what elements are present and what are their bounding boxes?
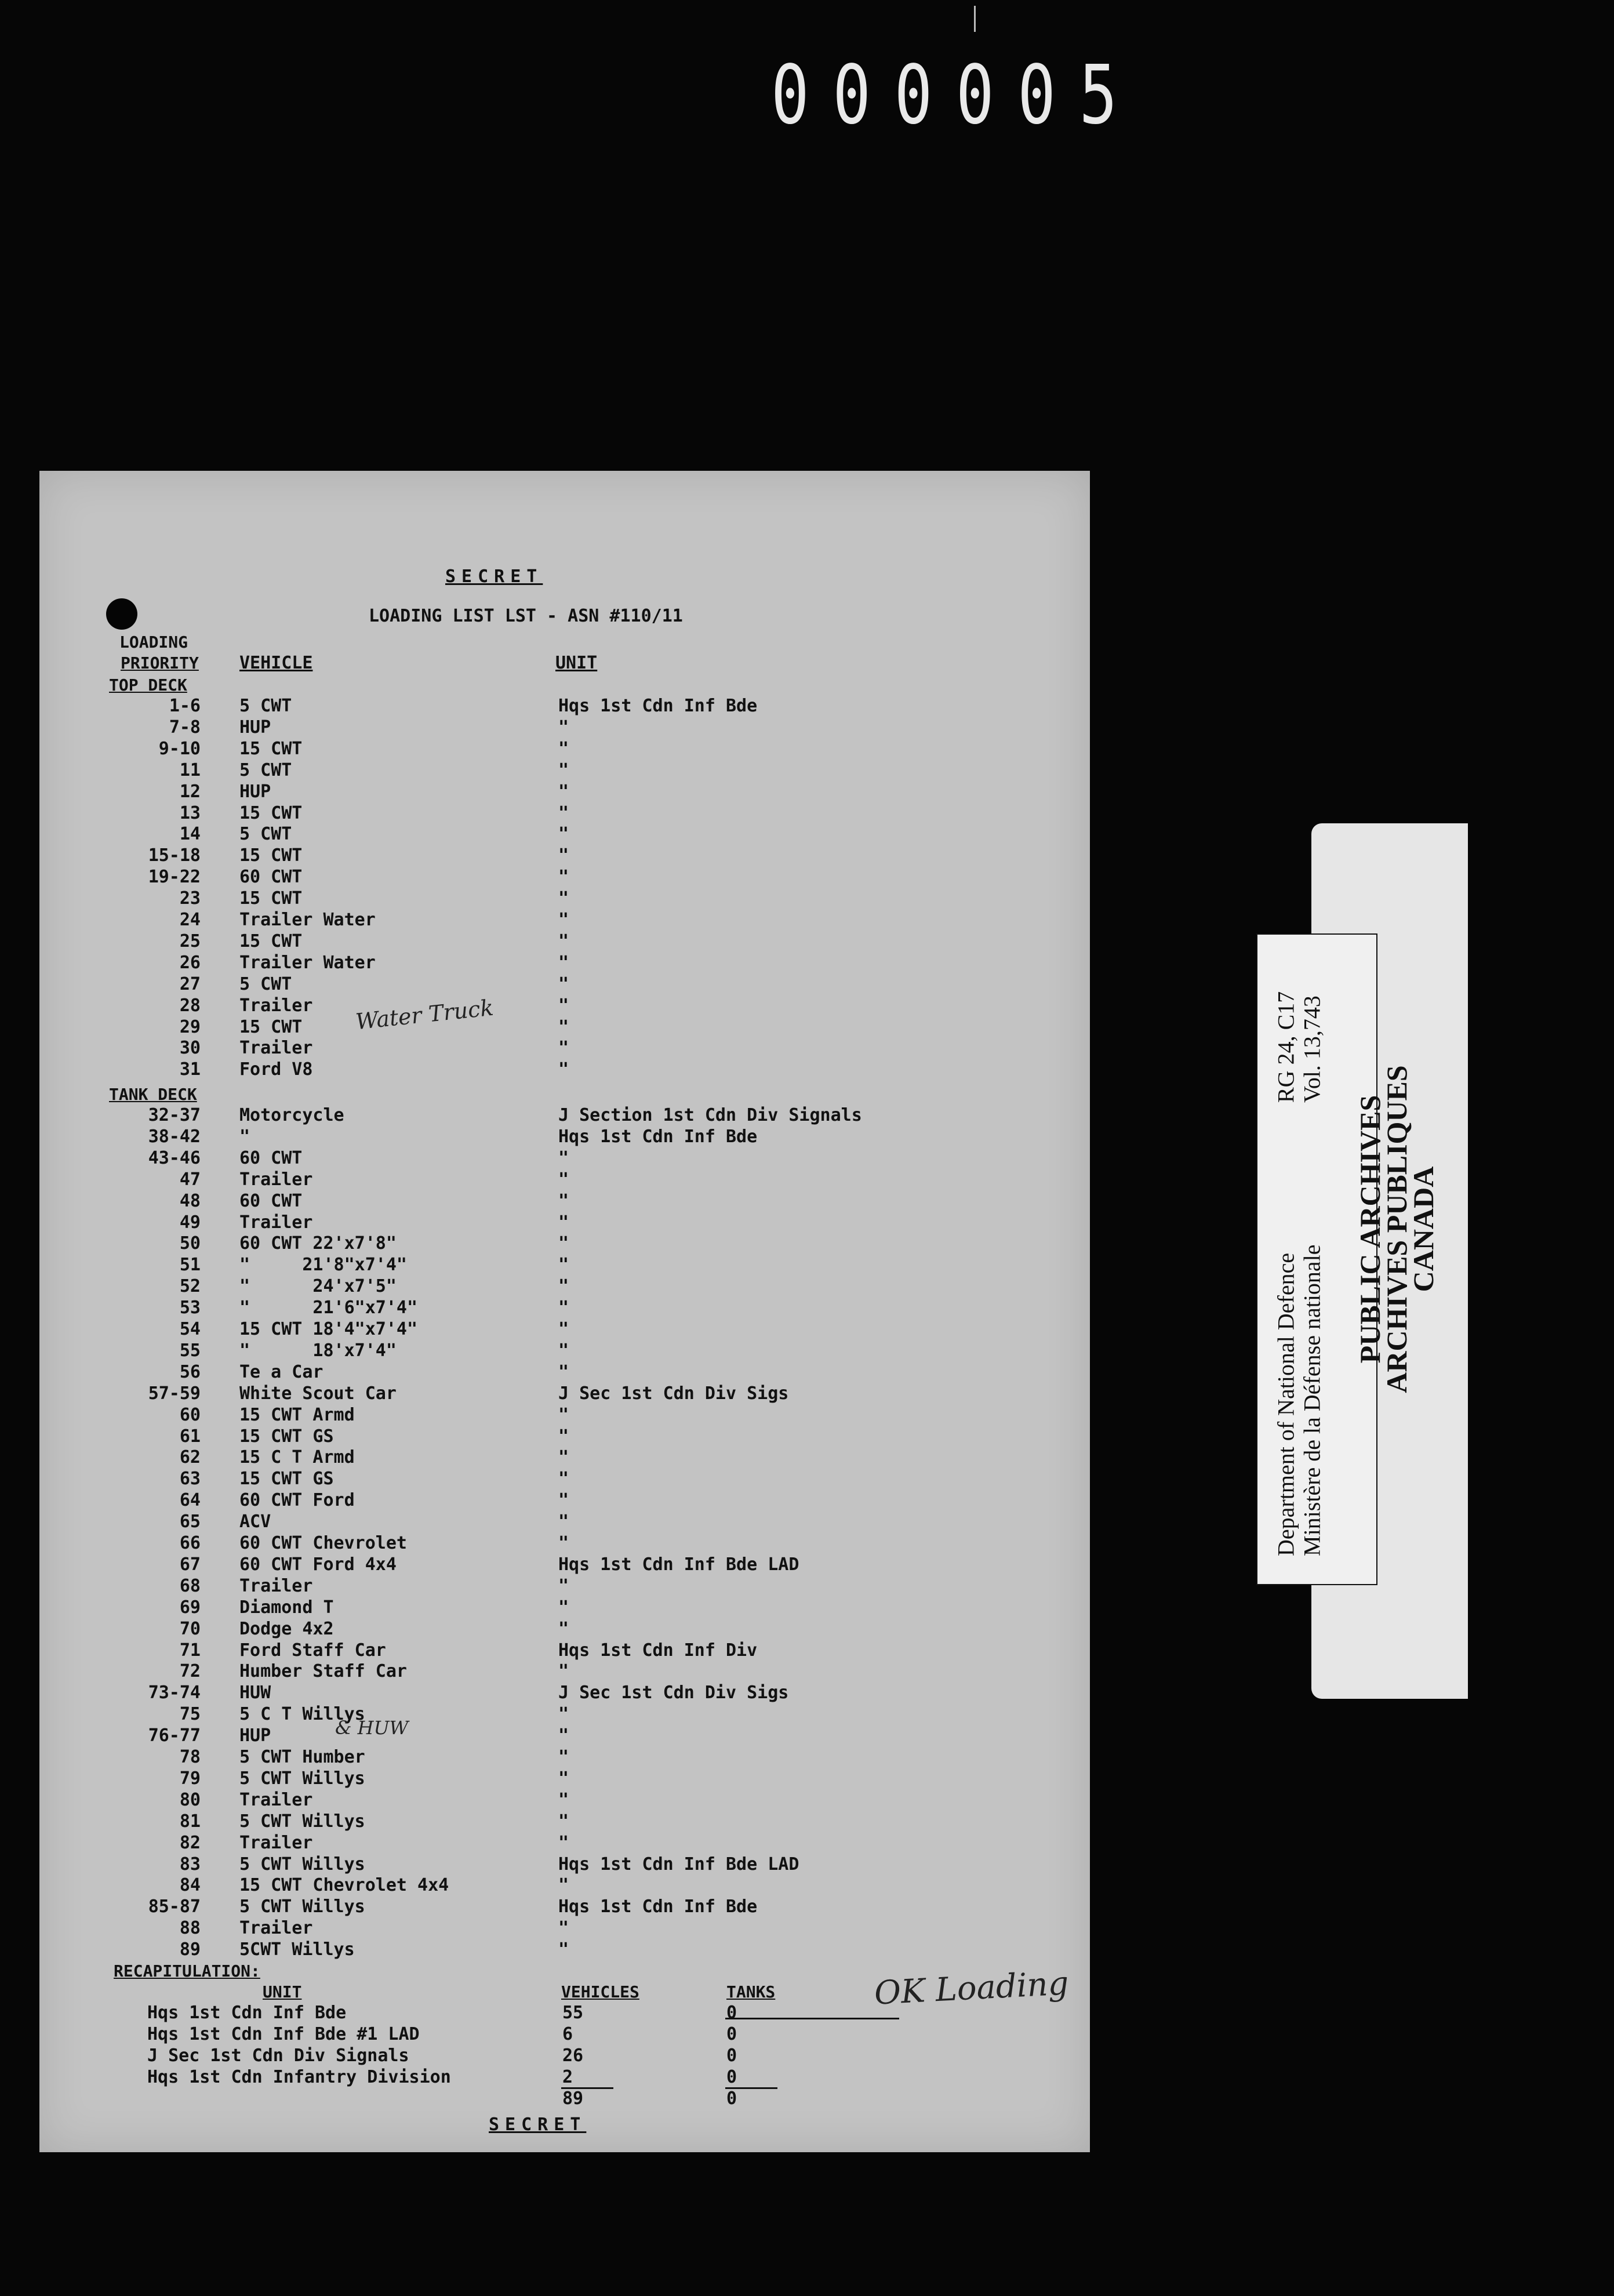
unit-cell: " — [558, 1016, 569, 1037]
list-row — [39, 1276, 967, 1298]
loading-priority: 64 — [179, 1490, 201, 1511]
loading-priority: 61 — [179, 1426, 201, 1447]
loading-priority: 82 — [179, 1832, 201, 1853]
unit-cell: " — [558, 1404, 569, 1425]
vehicle-cell: White Scout Car — [239, 1383, 397, 1404]
vehicle-cell: ACV — [239, 1512, 271, 1532]
unit-cell: " — [558, 995, 569, 1016]
unit-cell: " — [558, 717, 569, 738]
loading-priority: 55 — [179, 1340, 201, 1361]
unit-cell: " — [558, 1059, 569, 1080]
unit-cell: " — [558, 1918, 569, 1939]
unit-cell: " — [558, 1298, 569, 1318]
vehicle-cell: Ford V8 — [239, 1059, 313, 1080]
vehicle-cell: 15 CWT GS — [239, 1426, 334, 1447]
vehicle-cell: Motorcycle — [239, 1105, 344, 1125]
unit-cell: " — [558, 1512, 569, 1532]
list-row — [39, 996, 967, 1017]
loading-priority: 15-18 — [148, 845, 201, 866]
recap-label: RECAPITULATION: — [114, 1961, 260, 1981]
unit-cell: " — [558, 1212, 569, 1233]
list-row — [39, 803, 967, 824]
list-row — [39, 1340, 967, 1362]
list-row — [39, 1383, 967, 1405]
vehicle-cell: Trailer Water — [239, 910, 376, 930]
list-row — [39, 1319, 967, 1340]
list-row — [39, 1918, 967, 1939]
loading-priority: 13 — [179, 802, 201, 823]
archive-line-2: Ministère de la Défense nationale — [1299, 1244, 1325, 1556]
recap-tanks: 0 — [726, 2003, 737, 2023]
list-row — [39, 1875, 967, 1897]
loading-priority: 9-10 — [158, 738, 201, 759]
loading-priority: 84 — [179, 1875, 201, 1896]
unit-cell: " — [558, 1597, 569, 1618]
list-row — [39, 867, 967, 888]
archive-stamp — [1354, 939, 1449, 1519]
loading-priority: 14 — [179, 824, 201, 845]
list-row — [39, 1298, 967, 1319]
list-row — [39, 953, 967, 974]
vehicle-cell: Trailer — [239, 1169, 313, 1190]
list-row — [39, 1939, 967, 1961]
archive-ref-1: RG 24, C17 — [1273, 991, 1299, 1103]
list-row — [39, 1790, 967, 1811]
unit-cell: " — [558, 1747, 569, 1767]
vehicle-cell: 5 CWT Willys — [239, 1768, 365, 1789]
unit-cell: " — [558, 1875, 569, 1896]
vehicle-cell: 15 CWT — [239, 888, 303, 909]
unit-cell: " — [558, 1811, 569, 1832]
list-row — [39, 1704, 967, 1725]
unit-cell: " — [558, 1319, 569, 1339]
list-row — [39, 1469, 967, 1490]
loading-priority: 72 — [179, 1661, 201, 1682]
unit-cell: J Sec 1st Cdn Div Sigs — [558, 1683, 789, 1703]
vehicle-cell: 15 CWT — [239, 802, 303, 823]
archive-stamp-line-2: ARCHIVES PUBLIQUES — [1380, 1065, 1413, 1393]
loading-priority: 89 — [179, 1939, 201, 1960]
loading-priority: 65 — [179, 1512, 201, 1532]
list-row — [39, 717, 967, 739]
list-row — [39, 1426, 967, 1448]
loading-priority: 28 — [179, 995, 201, 1016]
archive-stamp-line-1: PUBLIC ARCHIVES — [1354, 1095, 1386, 1364]
list-row — [39, 1897, 967, 1918]
loading-priority: 80 — [179, 1789, 201, 1810]
list-row — [39, 696, 967, 717]
loading-priority: 69 — [179, 1597, 201, 1618]
vehicle-cell: 15 CWT — [239, 1016, 303, 1037]
unit-cell: " — [558, 824, 569, 845]
list-row — [39, 1105, 967, 1127]
loading-priority: 79 — [179, 1768, 201, 1789]
vehicle-cell: Trailer — [239, 995, 313, 1016]
vehicle-cell: " — [239, 1126, 250, 1147]
vehicle-cell: 15 CWT — [239, 931, 303, 951]
unit-cell: " — [558, 1169, 569, 1190]
loading-priority: 63 — [179, 1469, 201, 1490]
unit-cell: " — [558, 845, 569, 866]
list-row — [39, 1533, 967, 1554]
loading-priority: 88 — [179, 1918, 201, 1939]
vehicle-cell: 60 CWT 22'x7'8" — [239, 1233, 397, 1254]
header-unit: UNIT — [555, 653, 598, 673]
recap-vehicles: 55 — [562, 2003, 584, 2023]
recap-row — [39, 2003, 851, 2024]
archive-line-1: Department of National Defence — [1273, 1252, 1299, 1556]
vehicle-cell: HUW — [239, 1683, 271, 1703]
section-tank-deck: TANK DECK — [109, 1085, 197, 1104]
document-text — [39, 471, 1090, 2152]
unit-cell: " — [558, 781, 569, 802]
unit-cell: " — [558, 867, 569, 888]
header-priority: PRIORITY — [121, 653, 199, 673]
vehicle-cell: 60 CWT — [239, 867, 303, 888]
vehicle-cell: Trailer Water — [239, 952, 376, 973]
vehicle-cell: 15 CWT Armd — [239, 1404, 355, 1425]
loading-priority: 62 — [179, 1447, 201, 1468]
unit-cell: " — [558, 910, 569, 930]
vehicle-cell: Trailer — [239, 1789, 313, 1810]
unit-cell: " — [558, 1768, 569, 1789]
loading-priority: 73-74 — [148, 1683, 201, 1703]
list-row — [39, 1619, 967, 1640]
recap-unit: J Sec 1st Cdn Div Signals — [147, 2046, 409, 2066]
unit-cell: Hqs 1st Cdn Inf Bde — [558, 696, 758, 716]
handwritten-huw: & HUW — [335, 1717, 409, 1739]
vehicle-cell: HUP — [239, 717, 271, 738]
unit-cell: " — [558, 1147, 569, 1168]
recap-tanks: 0 — [726, 2024, 737, 2044]
recap-vehicles: 6 — [562, 2024, 573, 2044]
vehicle-cell: HUP — [239, 1725, 271, 1746]
recap-row — [39, 2046, 851, 2067]
recap-unit: Hqs 1st Cdn Infantry Division — [147, 2067, 451, 2087]
loading-priority: 1-6 — [169, 696, 201, 716]
vehicle-cell: 15 CWT Chevrolet 4x4 — [239, 1875, 449, 1896]
list-row — [39, 1854, 967, 1876]
list-row — [39, 1683, 967, 1704]
unit-cell: " — [558, 1490, 569, 1511]
list-row — [39, 1255, 967, 1276]
unit-cell: " — [558, 1725, 569, 1746]
vehicle-cell: 5 CWT — [239, 973, 292, 994]
loading-priority: 51 — [179, 1255, 201, 1276]
list-row — [39, 1127, 967, 1148]
loading-priority: 47 — [179, 1169, 201, 1190]
unit-cell: " — [558, 1340, 569, 1361]
loading-priority: 83 — [179, 1854, 201, 1874]
loading-priority: 7-8 — [169, 717, 201, 738]
unit-cell: " — [558, 1255, 569, 1276]
loading-priority: 81 — [179, 1811, 201, 1832]
unit-cell: " — [558, 1426, 569, 1447]
list-row — [39, 974, 967, 996]
vehicle-cell: 60 CWT Ford 4x4 — [239, 1554, 397, 1575]
list-row — [39, 1490, 967, 1512]
loading-priority: 85-87 — [148, 1897, 201, 1917]
unit-cell: " — [558, 1789, 569, 1810]
unit-cell: " — [558, 1704, 569, 1725]
recap-tanks: 0 — [726, 2067, 737, 2087]
vehicle-cell: Te a Car — [239, 1361, 323, 1382]
list-row — [39, 760, 967, 782]
loading-priority: 26 — [179, 952, 201, 973]
list-row — [39, 888, 967, 910]
recap-vehicles: 26 — [562, 2046, 584, 2066]
recap-total-tanks: 0 — [726, 2088, 737, 2109]
list-row — [39, 1747, 967, 1768]
loading-priority: 19-22 — [148, 867, 201, 888]
list-row — [39, 1233, 967, 1255]
loading-priority: 25 — [179, 931, 201, 951]
unit-cell: " — [558, 1469, 569, 1490]
loading-priority: 12 — [179, 781, 201, 802]
vehicle-cell: Diamond T — [239, 1597, 334, 1618]
list-row — [39, 1059, 967, 1081]
list-row — [39, 1405, 967, 1426]
vehicle-cell: 5 CWT Willys — [239, 1854, 365, 1874]
vehicle-cell: 60 CWT Ford — [239, 1490, 355, 1511]
vehicle-cell: 15 CWT — [239, 738, 303, 759]
vehicle-cell: 60 CWT Chevrolet — [239, 1533, 407, 1553]
vehicle-cell: " 21'6"x7'4" — [239, 1298, 418, 1318]
list-row — [39, 1148, 967, 1169]
list-row — [39, 1811, 967, 1833]
vehicle-cell: 60 CWT — [239, 1147, 303, 1168]
unit-cell: Hqs 1st Cdn Inf Bde — [558, 1897, 758, 1917]
vehicle-cell: 15 CWT GS — [239, 1469, 334, 1490]
list-row — [39, 1512, 967, 1533]
loading-priority: 24 — [179, 910, 201, 930]
list-row — [39, 1768, 967, 1790]
loading-priority: 30 — [179, 1038, 201, 1059]
unit-cell: " — [558, 1038, 569, 1059]
archive-ref-2: Vol. 13,743 — [1299, 996, 1325, 1103]
recap-header-vehicles: VEHICLES — [561, 1982, 639, 2001]
list-row — [39, 1661, 967, 1683]
unit-cell: " — [558, 1618, 569, 1639]
classification-top: SECRET — [445, 566, 543, 587]
vehicle-cell: 15 CWT — [239, 845, 303, 866]
unit-cell: " — [558, 1276, 569, 1297]
vehicle-cell: Trailer — [239, 1212, 313, 1233]
loading-priority: 68 — [179, 1575, 201, 1596]
list-row — [39, 824, 967, 845]
loading-priority: 11 — [179, 760, 201, 780]
unit-cell: " — [558, 1939, 569, 1960]
unit-cell: " — [558, 1661, 569, 1682]
list-row — [39, 1640, 967, 1662]
loading-priority: 27 — [179, 973, 201, 994]
loading-priority: 43-46 — [148, 1147, 201, 1168]
list-row — [39, 1362, 967, 1383]
vehicle-cell: 5 CWT — [239, 696, 292, 716]
list-row — [39, 1597, 967, 1619]
recap-tanks: 0 — [726, 2046, 737, 2066]
recap-vehicles: 2 — [562, 2067, 573, 2087]
loading-priority: 71 — [179, 1640, 201, 1661]
vehicle-cell: 15 CWT 18'4"x7'4" — [239, 1319, 418, 1339]
recap-header-unit: UNIT — [263, 1982, 302, 2001]
header-vehicle: VEHICLE — [239, 653, 313, 673]
list-row — [39, 782, 967, 803]
vehicle-cell: HUP — [239, 781, 271, 802]
unit-cell: " — [558, 931, 569, 951]
vehicle-cell: Dodge 4x2 — [239, 1618, 334, 1639]
list-row — [39, 1725, 967, 1747]
list-row — [39, 739, 967, 760]
unit-cell: " — [558, 802, 569, 823]
unit-cell: " — [558, 1832, 569, 1853]
vehicle-cell: 5 C T Willys — [239, 1704, 365, 1725]
unit-cell: " — [558, 738, 569, 759]
loading-priority: 23 — [179, 888, 201, 909]
vehicle-cell: 60 CWT — [239, 1190, 303, 1211]
loading-priority: 76-77 — [148, 1725, 201, 1746]
classification-bottom: SECRET — [489, 2115, 587, 2135]
unit-cell: " — [558, 1533, 569, 1553]
unit-cell: J Section 1st Cdn Div Signals — [558, 1105, 862, 1125]
unit-cell: " — [558, 888, 569, 909]
vehicle-cell: Trailer — [239, 1918, 313, 1939]
unit-cell: " — [558, 952, 569, 973]
loading-priority: 52 — [179, 1276, 201, 1297]
unit-cell: " — [558, 1361, 569, 1382]
loading-priority: 70 — [179, 1618, 201, 1639]
vehicle-cell: " 21'8"x7'4" — [239, 1255, 407, 1276]
unit-cell: " — [558, 1447, 569, 1468]
recap-row — [39, 2024, 851, 2046]
vehicle-cell: Trailer — [239, 1575, 313, 1596]
loading-priority: 50 — [179, 1233, 201, 1254]
list-row — [39, 910, 967, 931]
loading-priority: 67 — [179, 1554, 201, 1575]
loading-priority: 60 — [179, 1404, 201, 1425]
list-row — [39, 1038, 967, 1059]
unit-cell: Hqs 1st Cdn Inf Div — [558, 1640, 758, 1661]
loading-priority: 48 — [179, 1190, 201, 1211]
loading-priority: 78 — [179, 1747, 201, 1767]
vehicle-cell: Trailer — [239, 1832, 313, 1853]
loading-priority: 31 — [179, 1059, 201, 1080]
vehicle-cell: Ford Staff Car — [239, 1640, 386, 1661]
unit-cell: " — [558, 760, 569, 780]
recap-unit: Hqs 1st Cdn Inf Bde — [147, 2003, 347, 2023]
loading-priority: 75 — [179, 1704, 201, 1725]
vehicle-cell: 5 CWT — [239, 760, 292, 780]
unit-cell: Hqs 1st Cdn Inf Bde LAD — [558, 1554, 799, 1575]
unit-cell: " — [558, 1190, 569, 1211]
vehicle-cell: 5 CWT Humber — [239, 1747, 365, 1767]
recap-total-vehicles: 89 — [562, 2088, 584, 2109]
handwritten-ok-loading: OK Loading — [873, 1964, 1070, 2012]
unit-cell: " — [558, 973, 569, 994]
list-row — [39, 1833, 967, 1854]
list-row — [39, 1017, 967, 1038]
list-row — [39, 1212, 967, 1234]
frame-number: 000005 — [771, 48, 1141, 143]
loading-priority: 57-59 — [148, 1383, 201, 1404]
loading-priority: 53 — [179, 1298, 201, 1318]
unit-cell: J Sec 1st Cdn Div Sigs — [558, 1383, 789, 1404]
film-edge-mark — [974, 6, 976, 32]
unit-cell: Hqs 1st Cdn Inf Bde LAD — [558, 1854, 799, 1874]
loading-priority: 32-37 — [148, 1105, 201, 1125]
loading-priority: 38-42 — [148, 1126, 201, 1147]
list-row — [39, 1169, 967, 1191]
recap-total-row — [39, 2088, 851, 2110]
list-row — [39, 1191, 967, 1212]
document-title: LOADING LIST LST - ASN #110/11 — [369, 606, 683, 626]
list-row — [39, 931, 967, 953]
unit-cell: " — [558, 1575, 569, 1596]
vehicle-cell: 15 C T Armd — [239, 1447, 355, 1468]
recap-row — [39, 2067, 851, 2088]
handwritten-water-truck: Water Truck — [354, 994, 495, 1035]
list-row — [39, 1554, 967, 1576]
vehicle-cell: 5 CWT — [239, 824, 292, 845]
recap-unit: Hqs 1st Cdn Inf Bde #1 LAD — [147, 2024, 420, 2044]
document-sheet — [39, 471, 1090, 2152]
header-loading: LOADING — [119, 633, 188, 652]
vehicle-cell: 5CWT Willys — [239, 1939, 355, 1960]
archive-stamp-line-3: CANADA — [1407, 1166, 1439, 1292]
section-top-deck: TOP DECK — [109, 675, 187, 695]
vehicle-cell: " 24'x7'5" — [239, 1276, 397, 1297]
loading-priority: 49 — [179, 1212, 201, 1233]
list-row — [39, 1447, 967, 1469]
loading-priority: 29 — [179, 1016, 201, 1037]
loading-priority: 66 — [179, 1533, 201, 1553]
unit-cell: Hqs 1st Cdn Inf Bde — [558, 1126, 758, 1147]
vehicle-cell: 5 CWT Willys — [239, 1811, 365, 1832]
unit-cell: " — [558, 1233, 569, 1254]
recap-header-tanks: TANKS — [726, 1982, 776, 2001]
loading-priority: 54 — [179, 1319, 201, 1339]
list-row — [39, 845, 967, 867]
vehicle-cell: " 18'x7'4" — [239, 1340, 397, 1361]
loading-priority: 56 — [179, 1361, 201, 1382]
vehicle-cell: Trailer — [239, 1038, 313, 1059]
vehicle-cell: 5 CWT Willys — [239, 1897, 365, 1917]
list-row — [39, 1576, 967, 1597]
vehicle-cell: Humber Staff Car — [239, 1661, 407, 1682]
